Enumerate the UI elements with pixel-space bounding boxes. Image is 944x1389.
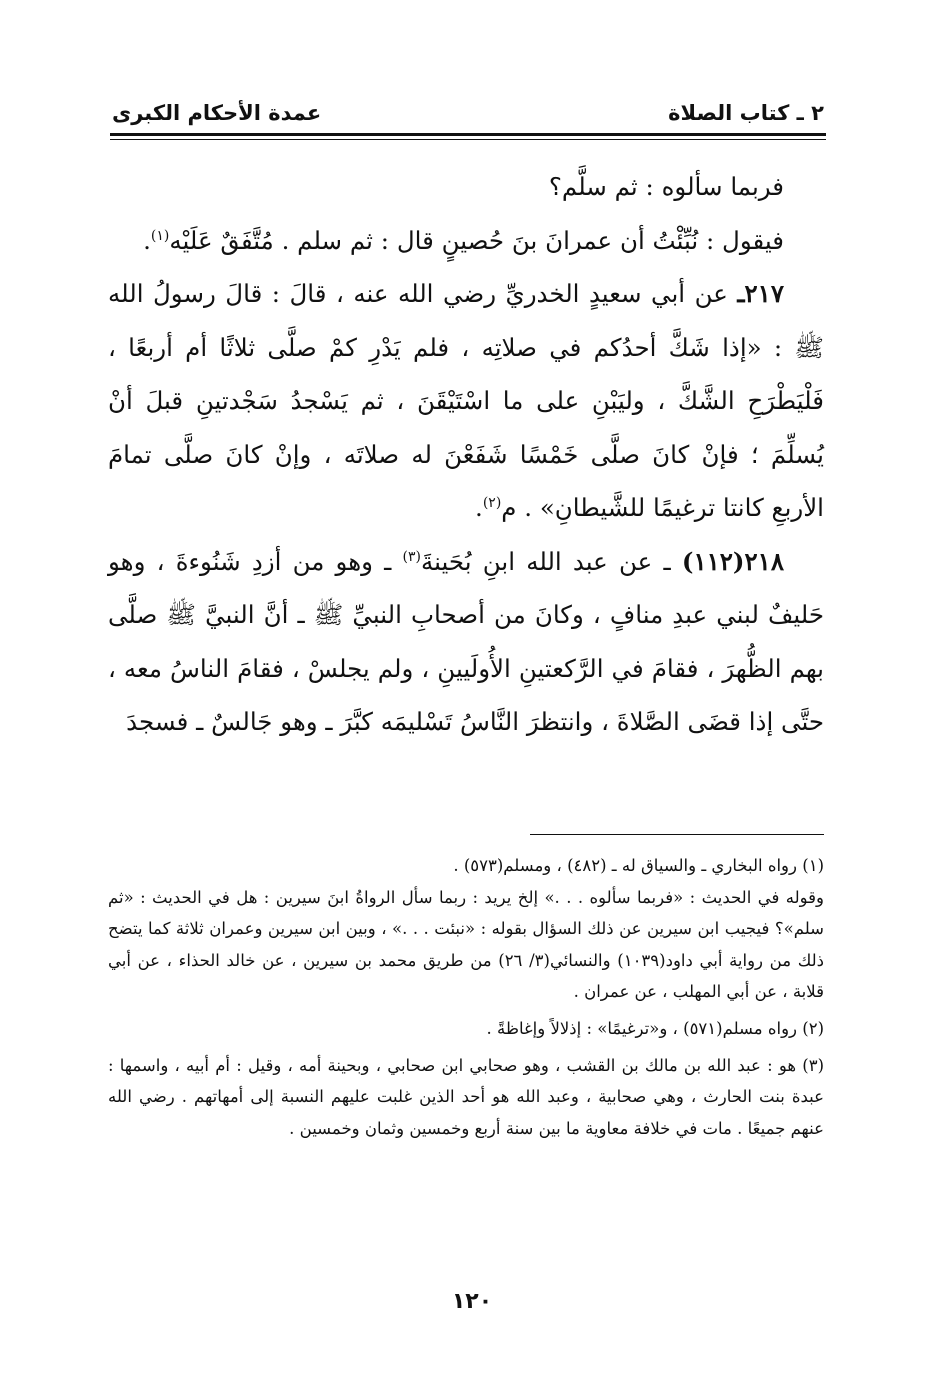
- hadith-218: [108, 535, 824, 749]
- footnotes: [108, 850, 824, 1144]
- header-rule: [110, 133, 826, 136]
- main-text: [108, 160, 824, 749]
- footnote-ref-1[interactable]: (١): [150, 227, 170, 244]
- footnote-separator: [530, 834, 824, 835]
- hadith-number-218: ٢١٨(١١٢): [681, 546, 784, 576]
- paragraph-1: فربما سألوه : ثم سلَّم؟: [548, 172, 784, 201]
- footnote-1-extra: وقوله في الحديث : «فربما سألوه . . .» إلخ يريد : ربما سأل الرواةُ ابنَ سيرين : هل في الحديث : «ثم سلم»؟ فيجيب ابن سيرين عن ذلك السؤال بقوله : «نبئت . . .» ، وبين ابن سيرين وعمران ثلاثة كما يتضح ذلك من رواية أبي داود(١٠٣٩) والنسائي(٣/ ٢٦) من طريق محمد بن سيرين ، عن خالد الحذاء ، عن أبي قلابة ، عن أبي المهلب ، عن عمران .: [108, 887, 825, 1002]
- hadith-number-217: ٢١٧ـ: [737, 279, 784, 308]
- footnote-1: (١) رواه البخاري ـ والسياق له ـ (٤٨٢) ، ومسلم(٥٧٣) .: [453, 856, 824, 875]
- hadith-217: ٢١٧ـ عن أبي سعيدٍ الخدريِّ رضي الله عنه ، قالَ : قالَ رسولُ الله ﷺ : «إذا شَكَّ أحدُكم في صلاتِه ، فلم يَدْرِ كمْ صلَّى ثلاثًا أم أربعًا ، فَلْيَطْرَحِ الشَّكَّ ، وليَبْنِ على ما اسْتَيْقَنَ ، ثم يَسْجدُ سَجْدتينِ قبلَ أنْ يُسلِّمَ ؛ فإنْ كانَ صلَّى خَمْسًا شَفَعْنَ له صلاتَه ، وإنْ كانَ صلَّى تمامَ الأربعِ كانتا ترغيمًا للشَّيطانِ» . م$^{(٢)}$.: [108, 279, 824, 522]
- hadith-218-text-a: ـ عن عبد الله ابنِ بُحَينةَ: [421, 546, 671, 576]
- page-number: ١٢٠: [451, 1289, 493, 1314]
- header-rule-thin: [110, 139, 826, 140]
- footnote-ref-2[interactable]: (٢): [482, 494, 502, 511]
- running-header: [112, 96, 824, 130]
- footnote-ref-3[interactable]: (٣): [402, 548, 421, 565]
- hadith-218-text-b: ـ وهو من أزدِ شَنُوءةَ ، وهو حَليفٌ لبني عبدِ منافٍ ، وكانَ من أصحابِ النبيِّ ﷺ ـ أنَّ النبيَّ ﷺ صلَّى بهم الظُّهرَ ، فقامَ في الرَّكعتينِ الأُولَيينِ ، ولم يجلسْ ، فقامَ الناسُ معه ، حتَّى إذا قضَى الصَّلاةَ ، وانتظرَ النَّاسُ تَسْليمَه كبَّرَ ـ وهو جَالسٌ ـ فسجدَ: [108, 546, 824, 736]
- footnote-3: (٣) هو : عبد الله بن مالك بن القشب ، وهو صحابي ابن صحابي ، وبحينة أمه ، وقيل : أم أبيه ، واسمها : عبدة بنت الحارث ، وهي صحابية ، وعبد الله هو أحد الذين غلبت عليهم النسبة إلى أمهاتهم . رضي الله عنهم جميعًا . مات في خلافة معاوية ما بين سنة أربع وخمسين وثمان وخمسين .: [108, 1055, 824, 1138]
- paragraph-2: فيقول : نُبِّئْتُ أن عمرانَ بنَ حُصينٍ قال : ثم سلم . مُتَّفَقٌ عَلَيْه$^{(١)}$.: [143, 225, 784, 255]
- footnote-2: (٢) رواه مسلم(٥٧١) ، و«ترغيمًا» : إذلالاً وإغاظةً .: [486, 1018, 824, 1038]
- hadith-217-text: عن أبي سعيدٍ الخدريِّ رضي الله عنه ، قالَ : قالَ رسولُ الله ﷺ : «إذا شَكَّ أحدُكم في صلاتِه ، فلم يَدْرِ كمْ صلَّى ثلاثًا أم أربعًا ، فَلْيَطْرَحِ الشَّكَّ ، وليَبْنِ على ما اسْتَيْقَنَ ، ثم يَسْجدُ سَجْدتينِ قبلَ أنْ يُسلِّمَ ؛ فإنْ كانَ صلَّى خَمْسًا شَفَعْنَ له صلاتَه ، وإنْ كانَ صلَّى تمامَ الأربعِ كانتا ترغيمًا للشَّيطانِ» . م: [108, 279, 824, 522]
- chapter-title: ٢ ـ كتاب الصلاة: [668, 101, 824, 125]
- book-title: عمدة الأحكام الكبرى: [112, 101, 322, 125]
